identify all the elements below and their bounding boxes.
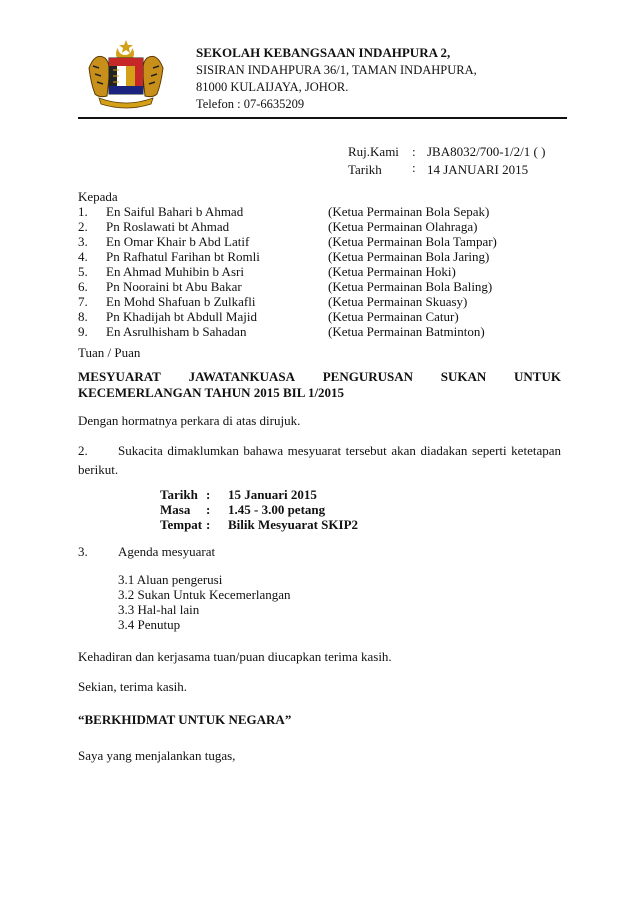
recipient-name: Pn Roslawati bt Ahmad	[106, 219, 230, 234]
recipient-name: En Omar Khair b Abd Latif	[106, 234, 250, 249]
detail-colon: :	[206, 517, 211, 532]
paragraph-2-number: 2.	[78, 443, 88, 458]
recipient-num: 7.	[78, 294, 88, 309]
subject-word: UNTUK	[514, 369, 561, 384]
recipient-role: (Ketua Permainan Batminton)	[328, 324, 485, 339]
sign-off: Saya yang menjalankan tugas,	[78, 748, 236, 763]
recipient-num: 8.	[78, 309, 88, 324]
date-value: 14 JANUARI 2015	[427, 162, 529, 177]
agenda-number: 3.	[78, 544, 88, 559]
subject-line1	[78, 369, 561, 385]
recipient-num: 2.	[78, 219, 88, 234]
coat-of-arms-logo	[85, 38, 167, 110]
subject-word: JAWATANKUASA	[188, 369, 295, 384]
paragraph-2	[78, 441, 561, 479]
agenda-item: 3.4 Penutup	[118, 617, 181, 632]
recipient-role: (Ketua Permainan Bola Baling)	[328, 279, 493, 294]
recipient-num: 5.	[78, 264, 88, 279]
subject-word: MESYUARAT	[78, 369, 161, 384]
school-name: SEKOLAH KEBANGSAAN INDAHPURA 2,	[196, 45, 451, 60]
recipient-role: (Ketua Permainan Bola Tampar)	[328, 234, 497, 249]
recipient-name: En Asrulhisham b Sahadan	[106, 324, 247, 339]
salutation: Tuan / Puan	[78, 345, 141, 360]
recipient-num: 4.	[78, 249, 88, 264]
recipient-role: (Ketua Permainan Hoki)	[328, 264, 456, 279]
recipient-name: En Saiful Bahari b Ahmad	[106, 204, 244, 219]
detail-label-date: Tarikh	[160, 487, 198, 502]
recipient-name: Pn Khadijah bt Abdull Majid	[106, 309, 257, 324]
detail-colon: :	[206, 487, 211, 502]
subject-line2: KECEMERLANGAN TAHUN 2015 BIL 1/2015	[78, 385, 345, 400]
detail-value-date: 15 Januari 2015	[228, 487, 317, 502]
detail-value-venue: Bilik Mesyuarat SKIP2	[228, 517, 359, 532]
detail-value-time: 1.45 - 3.00 petang	[228, 502, 326, 517]
recipient-name: Pn Rafhatul Farihan bt Romli	[106, 249, 260, 264]
closing-thanks: Kehadiran dan kerjasama tuan/puan diucapkan terima kasih.	[78, 649, 392, 664]
paragraph-1: Dengan hormatnya perkara di atas dirujuk.	[78, 413, 301, 428]
recipient-role: (Ketua Permainan Catur)	[328, 309, 459, 324]
subject-word: PENGURUSAN	[322, 369, 414, 384]
recipient-num: 3.	[78, 234, 88, 249]
letterhead-divider	[78, 117, 567, 119]
agenda-title: Agenda mesyuarat	[118, 544, 216, 559]
motto: “BERKHIDMAT UNTUK NEGARA”	[78, 712, 292, 727]
ref-colon: :	[412, 144, 416, 159]
agenda-item: 3.2 Sukan Untuk Kecemerlangan	[118, 587, 291, 602]
date-colon: :	[412, 160, 416, 175]
school-address-line1: SISIRAN INDAHPURA 36/1, TAMAN INDAHPURA,	[196, 63, 477, 77]
recipient-num: 9.	[78, 324, 88, 339]
closing-sekian: Sekian, terima kasih.	[78, 679, 188, 694]
subject-word: SUKAN	[440, 369, 487, 384]
recipient-num: 6.	[78, 279, 88, 294]
agenda-item: 3.1 Aluan pengerusi	[118, 572, 223, 587]
detail-label-time: Masa	[160, 502, 191, 517]
recipients-heading: Kepada	[78, 189, 118, 204]
paragraph-2-text: Sukacita dimaklumkan bahawa mesyuarat tersebut akan diadakan seperti ketetapan berikut.	[78, 443, 561, 477]
agenda-item: 3.3 Hal-hal lain	[118, 602, 200, 617]
recipient-num: 1.	[78, 204, 88, 219]
ref-label: Ruj.Kami	[348, 144, 399, 159]
recipient-role: (Ketua Permainan Bola Jaring)	[328, 249, 490, 264]
recipient-role: (Ketua Permainan Olahraga)	[328, 219, 478, 234]
school-address-line2: 81000 KULAIJAYA, JOHOR.	[196, 80, 349, 94]
recipient-name: En Mohd Shafuan b Zulkafli	[106, 294, 256, 309]
school-phone: Telefon : 07-6635209	[196, 97, 305, 111]
recipient-name: En Ahmad Muhibin b Asri	[106, 264, 244, 279]
recipient-role: (Ketua Permainan Bola Sepak)	[328, 204, 490, 219]
date-label: Tarikh	[348, 162, 382, 177]
recipient-role: (Ketua Permainan Skuasy)	[328, 294, 468, 309]
detail-colon: :	[206, 502, 211, 517]
recipient-name: Pn Nooraini bt Abu Bakar	[106, 279, 242, 294]
detail-label-venue: Tempat	[160, 517, 203, 532]
ref-value: JBA8032/700-1/2/1 ( )	[427, 144, 546, 159]
